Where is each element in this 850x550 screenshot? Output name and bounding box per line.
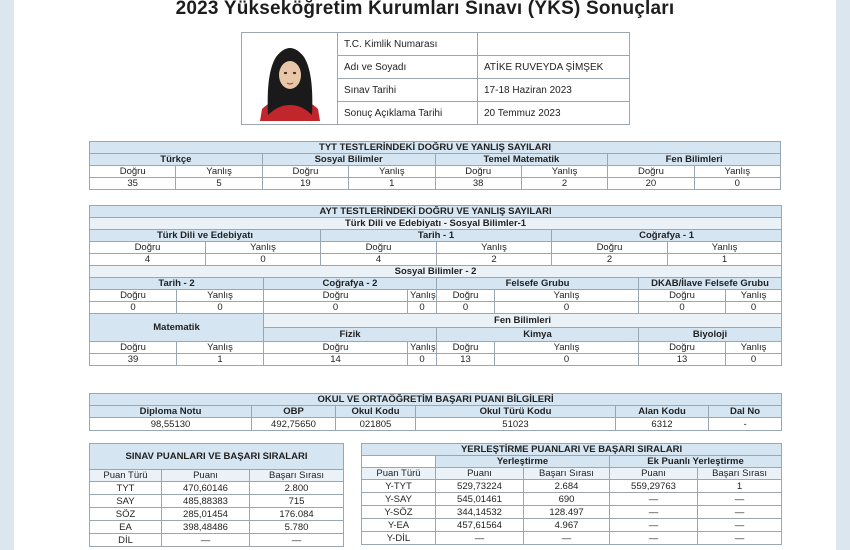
- score-cell: 2: [437, 254, 552, 266]
- obp-value: 6312: [616, 418, 709, 431]
- subject-header: Fen Bilimleri: [608, 154, 781, 166]
- sinav-puanlari-table: [89, 443, 344, 547]
- col-header: Puanı: [610, 468, 698, 480]
- yanlis-label: Yanlış: [495, 342, 639, 354]
- puan: 545,01461: [436, 493, 524, 506]
- score-cell: 4: [321, 254, 437, 266]
- subject-header: Sosyal Bilimler: [262, 154, 435, 166]
- puan: 398,48486: [162, 521, 250, 534]
- col-header: Puan Türü: [90, 470, 162, 482]
- dogru-label: Doğru: [90, 290, 177, 302]
- ek-puan: —: [610, 519, 698, 532]
- ek-sira: —: [698, 532, 782, 545]
- score-cell: 0: [639, 302, 726, 314]
- info-label: Sınav Tarihi: [338, 79, 478, 102]
- col-header: Puanı: [162, 470, 250, 482]
- puan: 485,88383: [162, 495, 250, 508]
- subject-header: Fizik: [264, 328, 437, 342]
- score-cell: 13: [437, 354, 495, 366]
- yerlestirme-table: [361, 443, 782, 545]
- ek-puan: —: [610, 532, 698, 545]
- puan-turu: DİL: [90, 534, 162, 547]
- score-cell: 2: [521, 178, 607, 190]
- ayt-group2: Sosyal Bilimler - 2: [90, 266, 782, 278]
- dogru-label: Doğru: [437, 290, 495, 302]
- score-cell: 0: [408, 354, 437, 366]
- obp-header: Okul Türü Kodu: [416, 406, 616, 418]
- col-header: Başarı Sırası: [250, 470, 344, 482]
- yer-group: Yerleştirme: [436, 456, 610, 468]
- puan: 344,14532: [436, 506, 524, 519]
- puan: 285,01454: [162, 508, 250, 521]
- puan-turu: TYT: [90, 482, 162, 495]
- info-value: 17-18 Haziran 2023: [478, 79, 630, 102]
- dogru-label: Doğru: [264, 290, 408, 302]
- ek-puan: 559,29763: [610, 480, 698, 493]
- score-cell: 1: [668, 254, 782, 266]
- yanlis-label: Yanlış: [437, 242, 552, 254]
- score-cell: 5: [176, 178, 262, 190]
- score-cell: 39: [90, 354, 177, 366]
- obp-value: 51023: [416, 418, 616, 431]
- score-cell: 0: [495, 302, 639, 314]
- score-cell: 0: [177, 302, 264, 314]
- subject-header: Felsefe Grubu: [437, 278, 639, 290]
- subject-header: Tarih - 1: [321, 230, 552, 242]
- col-header: Puanı: [436, 468, 524, 480]
- score-cell: 0: [495, 354, 639, 366]
- page-title: 2023 Yükseköğretim Kurumları Sınavı (YKS) Sonuçları: [175, 0, 675, 19]
- ek-puan: —: [610, 506, 698, 519]
- dogru-label: Doğru: [552, 242, 668, 254]
- subject-header: Temel Matematik: [435, 154, 608, 166]
- dogru-label: Doğru: [321, 242, 437, 254]
- score-cell: 38: [435, 178, 521, 190]
- puan-turu: Y-DİL: [362, 532, 436, 545]
- score-cell: 2: [552, 254, 668, 266]
- sira: —: [524, 532, 610, 545]
- ayt-table: [89, 205, 782, 366]
- yanlis-label: Yanlış: [726, 290, 782, 302]
- info-value: 20 Temmuz 2023: [478, 102, 630, 125]
- fen-header: Fen Bilimleri: [264, 314, 782, 328]
- yanlis-label: Yanlış: [694, 166, 780, 178]
- puan-turu: Y-SAY: [362, 493, 436, 506]
- subject-header: Biyoloji: [639, 328, 782, 342]
- empty-cell: [362, 456, 436, 468]
- info-label: T.C. Kimlik Numarası: [338, 33, 478, 56]
- obp-header: OBP: [252, 406, 336, 418]
- puan: —: [162, 534, 250, 547]
- yanlis-label: Yanlış: [408, 290, 437, 302]
- score-cell: 0: [726, 354, 782, 366]
- score-cell: 20: [608, 178, 694, 190]
- sinav-title: SINAV PUANLARI VE BAŞARI SIRALARI: [90, 444, 344, 470]
- col-header: Puan Türü: [362, 468, 436, 480]
- subject-header: Türkçe: [90, 154, 263, 166]
- sira: 128.497: [524, 506, 610, 519]
- ek-sira: —: [698, 493, 782, 506]
- info-value-name: ATİKE RUVEYDA ŞİMŞEK: [478, 56, 630, 79]
- yanlis-label: Yanlış: [349, 166, 435, 178]
- obp-value: 98,55130: [90, 418, 252, 431]
- puan: 457,61564: [436, 519, 524, 532]
- yanlis-label: Yanlış: [668, 242, 782, 254]
- ayt-title: AYT TESTLERİNDEKİ DOĞRU VE YANLIŞ SAYILARI: [90, 206, 782, 218]
- obp-table: [89, 393, 782, 431]
- obp-header: Diploma Notu: [90, 406, 252, 418]
- score-cell: 1: [349, 178, 435, 190]
- score-cell: 14: [264, 354, 408, 366]
- puan-turu: Y-SÖZ: [362, 506, 436, 519]
- puan: 529,73224: [436, 480, 524, 493]
- dogru-label: Doğru: [90, 342, 177, 354]
- dogru-label: Doğru: [90, 166, 176, 178]
- subject-header: DKAB/İlave Felsefe Grubu: [639, 278, 782, 290]
- sira: —: [250, 534, 344, 547]
- yanlis-label: Yanlış: [177, 290, 264, 302]
- subject-header: Coğrafya - 2: [264, 278, 437, 290]
- yanlis-label: Yanlış: [206, 242, 321, 254]
- subject-header: Coğrafya - 1: [552, 230, 782, 242]
- score-cell: 1: [177, 354, 264, 366]
- dogru-label: Doğru: [437, 342, 495, 354]
- col-header: Başarı Sırası: [698, 468, 782, 480]
- dogru-label: Doğru: [264, 342, 408, 354]
- ek-puan: —: [610, 493, 698, 506]
- score-cell: 0: [437, 302, 495, 314]
- dogru-label: Doğru: [90, 242, 206, 254]
- matematik-header: Matematik: [90, 314, 264, 342]
- sira: 5.780: [250, 521, 344, 534]
- ek-sira: —: [698, 519, 782, 532]
- candidate-photo: [242, 33, 338, 125]
- score-cell: 0: [90, 302, 177, 314]
- score-cell: 0: [726, 302, 782, 314]
- ek-sira: —: [698, 506, 782, 519]
- obp-value: 021805: [336, 418, 416, 431]
- score-cell: 0: [408, 302, 437, 314]
- yanlis-label: Yanlış: [726, 342, 782, 354]
- ek-group: Ek Puanlı Yerleştirme: [610, 456, 782, 468]
- dogru-label: Doğru: [639, 342, 726, 354]
- yanlis-label: Yanlış: [176, 166, 262, 178]
- score-cell: 19: [262, 178, 348, 190]
- sira: 4.967: [524, 519, 610, 532]
- score-cell: 0: [264, 302, 408, 314]
- yanlis-label: Yanlış: [177, 342, 264, 354]
- puan-turu: Y-EA: [362, 519, 436, 532]
- score-cell: 0: [206, 254, 321, 266]
- sira: 715: [250, 495, 344, 508]
- sira: 690: [524, 493, 610, 506]
- info-value: [478, 33, 630, 56]
- subject-header: Kimya: [437, 328, 639, 342]
- obp-value: -: [709, 418, 782, 431]
- ek-sira: 1: [698, 480, 782, 493]
- subject-header: Tarih - 2: [90, 278, 264, 290]
- sira: 176.084: [250, 508, 344, 521]
- obp-header: Alan Kodu: [616, 406, 709, 418]
- puan-turu: SAY: [90, 495, 162, 508]
- tyt-table: [89, 141, 781, 190]
- yanlis-label: Yanlış: [408, 342, 437, 354]
- puan-turu: SÖZ: [90, 508, 162, 521]
- col-header: Başarı Sırası: [524, 468, 610, 480]
- puan-turu: EA: [90, 521, 162, 534]
- score-cell: 13: [639, 354, 726, 366]
- info-label: Adı ve Soyadı: [338, 56, 478, 79]
- dogru-label: Doğru: [639, 290, 726, 302]
- obp-header: Dal No: [709, 406, 782, 418]
- sira: 2.684: [524, 480, 610, 493]
- candidate-info-table: [241, 32, 630, 125]
- yer-title: YERLEŞTİRME PUANLARI VE BAŞARI SIRALARI: [362, 444, 782, 456]
- ayt-group1: Türk Dili ve Edebiyatı - Sosyal Bilimler-1: [90, 218, 782, 230]
- dogru-label: Doğru: [262, 166, 348, 178]
- score-cell: 4: [90, 254, 206, 266]
- photo-image: [250, 33, 330, 121]
- score-cell: 0: [694, 178, 780, 190]
- obp-value: 492,75650: [252, 418, 336, 431]
- yanlis-label: Yanlış: [495, 290, 639, 302]
- info-label: Sonuç Açıklama Tarihi: [338, 102, 478, 125]
- dogru-label: Doğru: [435, 166, 521, 178]
- score-cell: 35: [90, 178, 176, 190]
- yanlis-label: Yanlış: [521, 166, 607, 178]
- puan: —: [436, 532, 524, 545]
- dogru-label: Doğru: [608, 166, 694, 178]
- obp-title: OKUL VE ORTAÖĞRETİM BAŞARI PUANI BİLGİLERİ: [90, 394, 782, 406]
- obp-header: Okul Kodu: [336, 406, 416, 418]
- puan: 470,60146: [162, 482, 250, 495]
- tyt-title: TYT TESTLERİNDEKİ DOĞRU VE YANLIŞ SAYILARI: [90, 142, 781, 154]
- subject-header: Türk Dili ve Edebiyatı: [90, 230, 321, 242]
- puan-turu: Y-TYT: [362, 480, 436, 493]
- sira: 2.800: [250, 482, 344, 495]
